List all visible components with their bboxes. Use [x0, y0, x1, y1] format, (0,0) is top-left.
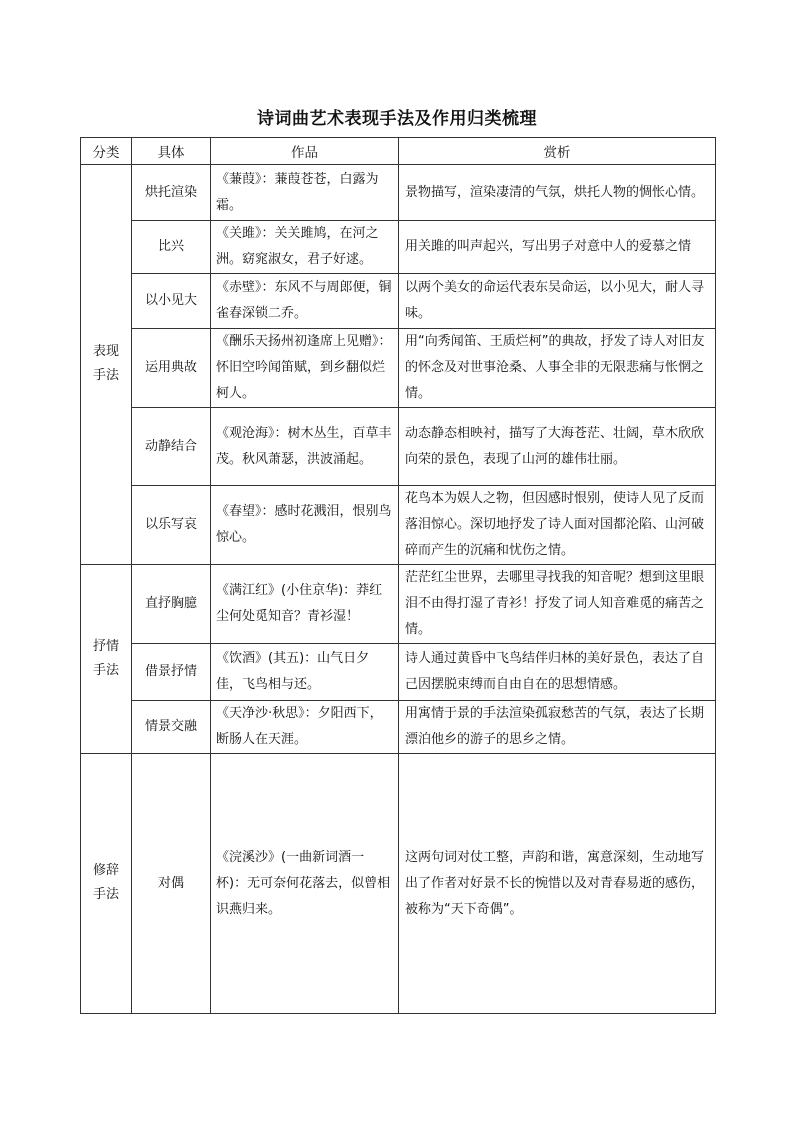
note-cell: 花鸟本为娱人之物，但因感时恨别，使诗人见了反而落泪惊心。深切地抒发了诗人面对国都沦陷、山河破碎而产生的沉痛和忧伤之情。: [399, 486, 716, 565]
work-cell: 《饮酒》(其五)：山气日夕佳，飞鸟相与还。: [211, 644, 399, 701]
technique-cell: 烘托渲染: [132, 165, 211, 221]
work-cell: 《满江红》(小住京华)：莽红尘何处觅知音？青衫湿！: [211, 565, 399, 644]
work-cell: 《观沧海》：树木丛生，百草丰茂。秋风萧瑟，洪波涌起。: [211, 408, 399, 486]
note-cell: 以两个美女的命运代表东吴命运，以小见大，耐人寻味。: [399, 274, 716, 329]
technique-cell: 动静结合: [132, 408, 211, 486]
table-row: [81, 329, 716, 408]
table-row: [81, 644, 716, 701]
note-cell: 动态静态相映衬，描写了大海苍茫、壮阔，草木欣欣向荣的景色，表现了山河的雄伟壮丽。: [399, 408, 716, 486]
technique-cell: 对偶: [132, 754, 211, 1014]
category-label: 修辞 手法: [92, 863, 119, 902]
table-header-row: [81, 138, 716, 165]
category-cell: [81, 165, 132, 565]
table-row: [81, 701, 716, 754]
work-cell: 《春望》：感时花溅泪，恨别鸟惊心。: [211, 486, 399, 565]
work-cell: 《蒹葭》：蒹葭苍苍，白露为霜。: [211, 165, 399, 221]
table-row: [81, 221, 716, 274]
work-cell: 《酬乐天扬州初逢席上见赠》：怀旧空吟闻笛赋，到乡翻似烂柯人。: [211, 329, 399, 408]
work-cell: 《浣溪沙》(一曲新词酒一杯)：无可奈何花落去，似曾相识燕归来。: [211, 754, 399, 1014]
category-label: 表现 手法: [92, 344, 119, 383]
technique-cell: 以小见大: [132, 274, 211, 329]
note-cell: 用关雎的叫声起兴，写出男子对意中人的爱慕之情: [399, 221, 716, 274]
header-work: 作品: [211, 138, 399, 165]
header-category: 分类: [81, 138, 132, 165]
work-cell: 《天净沙·秋思》：夕阳西下，断肠人在天涯。: [211, 701, 399, 754]
header-specific: 具体: [132, 138, 211, 165]
technique-cell: 直抒胸臆: [132, 565, 211, 644]
table-row: [81, 565, 716, 644]
page-title: 诗词曲艺术表现手法及作用归类梳理: [257, 109, 537, 129]
technique-cell: 比兴: [132, 221, 211, 274]
note-cell: 这两句词对仗工整，声韵和谐，寓意深刻，生动地写出了作者对好景不长的惋惜以及对青春易逝的感伤，被称为“天下奇偶”。: [399, 754, 716, 1014]
table-row: [81, 165, 716, 221]
table-row: [81, 486, 716, 565]
note-cell: 用寓情于景的手法渲染孤寂愁苦的气氛，表达了长期漂泊他乡的游子的思乡之情。: [399, 701, 716, 754]
note-cell: 景物描写，渲染凄清的气氛，烘托人物的惆怅心情。: [399, 165, 716, 221]
table-row: [81, 754, 716, 1014]
work-cell: 《关雎》：关关雎鸠，在河之洲。窈窕淑女，君子好逑。: [211, 221, 399, 274]
techniques-table: [80, 137, 716, 1014]
technique-cell: 运用典故: [132, 329, 211, 408]
note-cell: 茫茫红尘世界，去哪里寻找我的知音呢？想到这里眼泪不由得打湿了青衫！抒发了词人知音难觅的痛苦之情。: [399, 565, 716, 644]
note-cell: 诗人通过黄昏中飞鸟结伴归林的美好景色，表达了自己因摆脱束缚而自由自在的思想情感。: [399, 644, 716, 701]
category-label: 抒情 手法: [92, 638, 119, 678]
header-appreciation: 赏析: [399, 138, 716, 165]
category-cell: [81, 754, 132, 1014]
category-cell: [81, 565, 132, 754]
technique-cell: 以乐写哀: [132, 486, 211, 565]
note-cell: 用“向秀闻笛、王质烂柯”的典故，抒发了诗人对旧友的怀念及对世事沧桑、人事全非的无限悲痛与怅惘之情。: [399, 329, 716, 408]
table-row: [81, 274, 716, 329]
technique-cell: 情景交融: [132, 701, 211, 754]
technique-cell: 借景抒情: [132, 644, 211, 701]
table-row: [81, 408, 716, 486]
work-cell: 《赤壁》：东风不与周郎便，铜雀春深锁二乔。: [211, 274, 399, 329]
